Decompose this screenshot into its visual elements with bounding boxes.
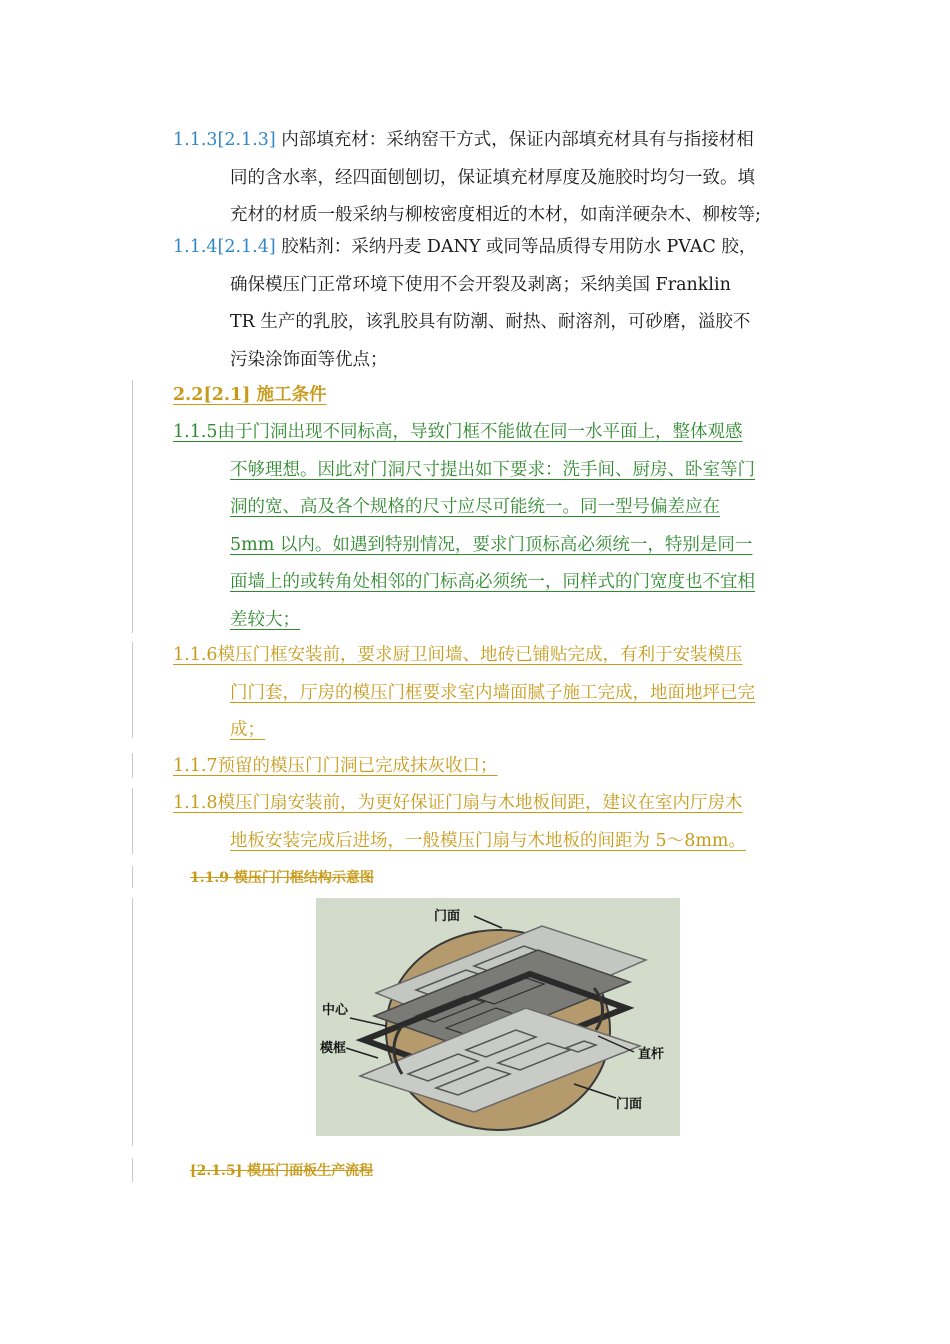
section-number: 1.1.4[2.1.4]: [173, 237, 276, 257]
revision-bar: [132, 380, 133, 633]
paragraph-1-1-4: [173, 229, 756, 379]
paragraph-text: 门门套，厅房的模压门框要求室内墙面腻子施工完成，地面地坪已完: [230, 682, 755, 703]
revision-bar: [132, 898, 133, 1146]
paragraph-text: 胶粘剂：采纳丹麦 DANY 或同等品质得专用防水 PVAC 胶，: [275, 237, 757, 257]
revision-bar: [132, 1158, 133, 1182]
paragraph-text: 同的含水率，经四面刨刨切，保证填充材厚度及施胶时均匀一致。填: [230, 167, 755, 188]
paragraph-text: 1.1.6模压门框安装前，要求厨卫间墙、地砖已铺贴完成，有利于安装模压: [173, 645, 743, 665]
paragraph-text: 5mm 以内。如遇到特别情况，要求门顶标高必须统一，特别是同一: [230, 534, 753, 555]
paragraph-text: 污染涂饰面等优点；: [230, 349, 388, 370]
revision-bar: [132, 642, 133, 738]
figure-caption: [190, 1161, 373, 1181]
paragraph-text: 1.1.5由于门洞出现不同标高，导致门框不能做在同一水平面上，整体观感: [173, 422, 743, 442]
door-structure-figure: [316, 898, 680, 1136]
paragraph-text: 充材的材质一般采纳与柳桉密度相近的木材，如南洋硬杂木、柳桉等;: [230, 205, 761, 225]
label-top-face: 门面: [434, 909, 461, 924]
paragraph-text: 洞的宽、高及各个规格的尺寸应尽可能统一。同一型号偏差应在: [230, 497, 720, 517]
revision-bar: [132, 866, 133, 888]
heading-text: 2.2[2.1] 施工条件: [173, 385, 327, 405]
caption-text: [2.1.5] 模压门面板生产流程: [190, 1163, 374, 1179]
paragraph-text: 1.1.7预留的模压门门洞已完成抹灰收口；: [173, 756, 498, 776]
label-stile: 直杆: [638, 1047, 665, 1062]
paragraph-1-1-7: [173, 748, 498, 786]
section-number: 1.1.3[2.1.3]: [173, 130, 276, 150]
paragraph-text: TR 生产的乳胶，该乳胶具有防潮、耐热、耐溶剂，可砂磨，溢胶不: [230, 312, 751, 332]
paragraph-text: 1.1.8模压门扇安装前，为更好保证门扇与木地板间距，建议在室内厅房木: [173, 793, 743, 813]
paragraph-text: 地板安装完成后进场，一般模压门扇与木地板的间距为 5～8mm。: [230, 830, 747, 851]
paragraph-text: 确保模压门正常环境下使用不会开裂及剥离；采纳美国 Franklin: [230, 274, 731, 295]
paragraph-text: 差较大；: [230, 609, 300, 630]
caption-text: 1.1.9 模压门门框结构示意图: [190, 870, 374, 886]
revision-bar: [132, 753, 133, 778]
paragraph-1-1-8: [173, 785, 746, 860]
figure-caption: [190, 868, 374, 888]
paragraph-1-1-3: [173, 122, 761, 235]
paragraph-text: 成；: [230, 720, 265, 740]
revision-bar: [132, 788, 133, 854]
label-bottom-face: 门面: [616, 1097, 643, 1112]
paragraph-1-1-6: [173, 637, 755, 750]
label-frame: 模框: [320, 1041, 347, 1056]
door-structure-diagram: [316, 898, 680, 1136]
label-center: 中心: [322, 1003, 349, 1018]
section-heading: [173, 377, 327, 415]
paragraph-1-1-5: [173, 414, 755, 639]
paragraph-text: 面墙上的或转角处相邻的门标高必须统一，同样式的门宽度也不宜相: [230, 572, 755, 592]
paragraph-text: 不够理想。因此对门洞尺寸提出如下要求：洗手间、厨房、卧室等门: [230, 459, 755, 480]
paragraph-text: 内部填充材：采纳窑干方式，保证内部填充材具有与指接材相: [275, 130, 754, 150]
